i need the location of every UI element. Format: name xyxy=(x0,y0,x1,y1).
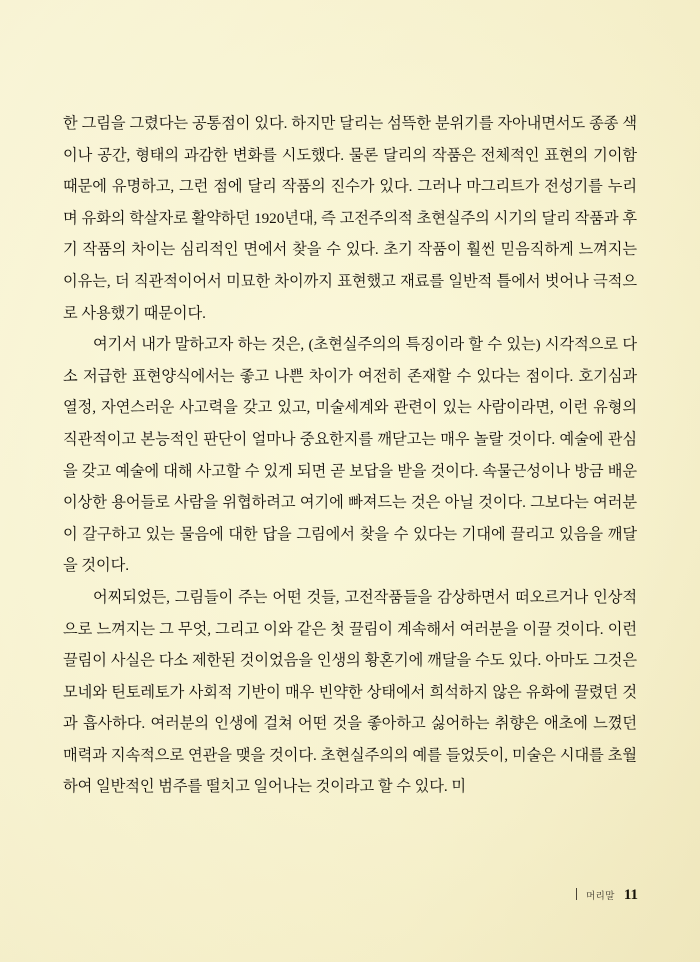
paragraph: 어찌되었든, 그림들이 주는 어떤 것들, 고전작품들을 감상하면서 떠오르거나 인상적으로 느껴지는 그 무엇, 그리고 이와 같은 첫 끌림이 계속해서 여러분을 이끌 것이다. 이런 끌림이 사실은 다소 제한된 것이었음을 인생의 황혼기에 깨달을 수도 있다. 아마도 그것은 모네와 틴토레토가 사회적 기반이 매우 빈약한 상태에서 희석하지 않은 유화에 끌렸던 것과 흡사하다. 여러분의 인생에 걸쳐 어떤 것을 좋아하고 싫어하는 취향은 애초에 느꼈던 매력과 지속적으로 연관을 맺을 것이다. 초현실주의의 예를 들었듯이, 미술은 시대를 초월하여 일반적인 범주를 떨치고 일어나는 것이라고 할 수 있다. 미 xyxy=(63,588,637,796)
paragraph: 여기서 내가 말하고자 하는 것은, (초현실주의의 특징이라 할 수 있는) 시각적으로 다소 저급한 표현양식에서는 좋고 나쁜 차이가 여전히 존재할 수 있다는 점이다. 호기심과 열정, 자연스러운 사고력을 갖고 있고, 미술세계와 관련이 있는 사람이라면, 이런 유형의 직관적이고 본능적인 판단이 얼마나 중요한지를 깨닫고는 매우 놀랄 것이다. 예술에 관심을 갖고 예술에 대해 사고할 수 있게 되면 곧 보답을 받을 것이다. 속물근성이나 방금 배운 이상한 용어들로 사람을 위협하려고 여기에 빠져드는 것은 아닐 것이다. 그보다는 여러분이 갈구하고 있는 물음에 대한 답을 그림에서 찾을 수 있다는 기대에 끌리고 있음을 깨달을 것이다. xyxy=(63,336,637,575)
page-number: 11 xyxy=(623,887,638,903)
footer-divider xyxy=(576,888,577,900)
footer-section-label: 머리말 xyxy=(586,892,615,902)
paragraph: 한 그림을 그렸다는 공통점이 있다. 하지만 달리는 섬뜩한 분위기를 자아내면서도 종종 색이나 공간, 형태의 과감한 변화를 시도했다. 물론 달리의 작품은 전체적인 표현의 기이함 때문에 유명하고, 그런 점에 달리 작품의 진수가 있다. 그러나 마그리트가 전성기를 누리며 유화의 학살자로 활약하던 1920년대, 즉 고전주의적 초현실주의 시기의 달리 작품과 후기 작품의 차이는 심리적인 면에서 찾을 수 있다. 초기 작품이 훨씬 믿음직하게 느껴지는 이유는, 더 직관적이어서 미묘한 차이까지 표현했고 재료를 일반적 틀에서 벗어나 극적으로 사용했기 때문이다. xyxy=(63,115,637,322)
body-text-column xyxy=(63,108,637,803)
page-footer xyxy=(0,887,638,904)
